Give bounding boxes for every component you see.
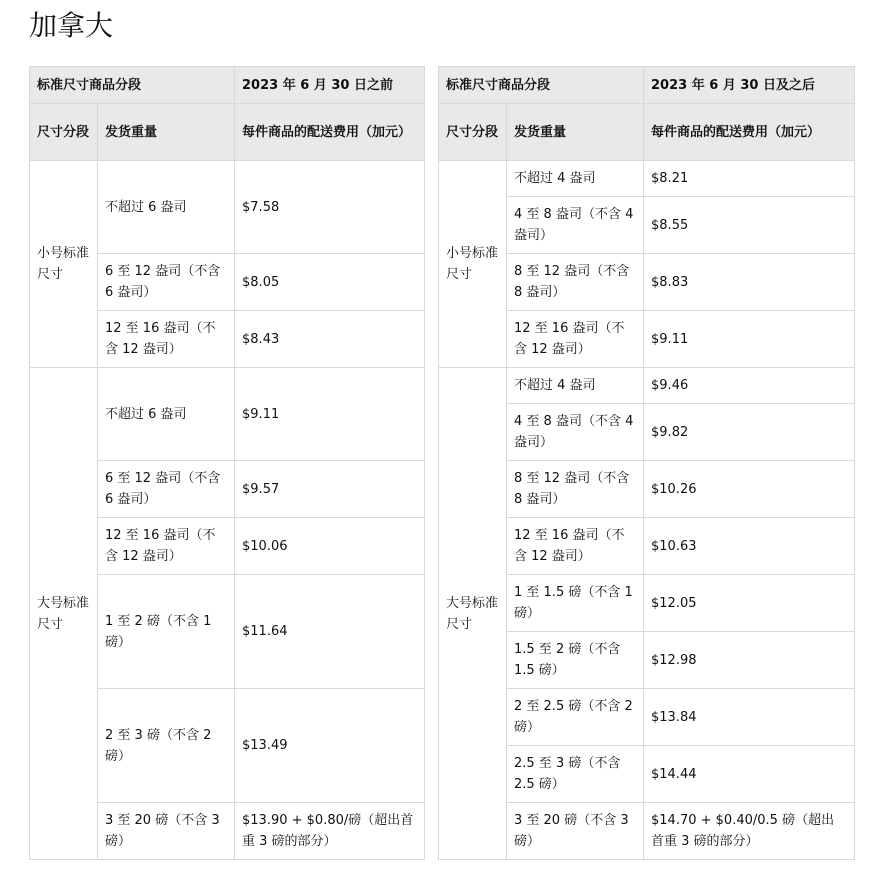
fee-cell: $13.84	[644, 689, 855, 746]
weight-cell: 1 至 2 磅（不含 1 磅）	[98, 575, 235, 689]
fee-cell: $12.05	[644, 575, 855, 632]
fee-cell: $11.64	[235, 575, 425, 689]
fee-cell: $9.57	[235, 461, 425, 518]
weight-cell: 3 至 20 磅（不含 3 磅）	[98, 803, 235, 860]
fee-table-after	[438, 66, 855, 860]
weight-cell: 12 至 16 盎司（不含 12 盎司）	[98, 311, 235, 368]
tier-cell: 小号标准尺寸	[30, 161, 98, 368]
table-row	[30, 161, 425, 254]
table-row	[30, 368, 425, 461]
table-row	[439, 161, 855, 197]
fee-cell: $10.63	[644, 518, 855, 575]
weight-cell: 不超过 6 盎司	[98, 161, 235, 254]
fee-cell: $8.55	[644, 197, 855, 254]
fee-cell: $9.11	[644, 311, 855, 368]
fee-table-before	[29, 66, 425, 860]
fee-cell: $9.11	[235, 368, 425, 461]
fee-cell: $10.06	[235, 518, 425, 575]
fee-cell: $8.05	[235, 254, 425, 311]
weight-cell: 不超过 4 盎司	[507, 161, 644, 197]
fee-cell: $8.43	[235, 311, 425, 368]
weight-cell: 2 至 2.5 磅（不含 2 磅）	[507, 689, 644, 746]
fee-cell: $13.90 + $0.80/磅（超出首重 3 磅的部分）	[235, 803, 425, 860]
weight-cell: 12 至 16 盎司（不含 12 盎司）	[507, 311, 644, 368]
weight-cell: 2.5 至 3 磅（不含 2.5 磅）	[507, 746, 644, 803]
tier-cell: 大号标准尺寸	[439, 368, 507, 860]
weight-cell: 6 至 12 盎司（不含 6 盎司）	[98, 461, 235, 518]
header-period: 2023 年 6 月 30 日及之后	[644, 67, 855, 104]
fee-cell: $7.58	[235, 161, 425, 254]
fee-cell: $14.70 + $0.40/0.5 磅（超出首重 3 磅的部分）	[644, 803, 855, 860]
subheader-fee: 每件商品的配送费用（加元）	[644, 104, 855, 161]
header-segment: 标准尺寸商品分段	[439, 67, 644, 104]
fee-cell: $8.21	[644, 161, 855, 197]
weight-cell: 3 至 20 磅（不含 3 磅）	[507, 803, 644, 860]
weight-cell: 2 至 3 磅（不含 2 磅）	[98, 689, 235, 803]
page-title: 加拿大	[29, 9, 114, 42]
subheader-fee: 每件商品的配送费用（加元）	[235, 104, 425, 161]
weight-cell: 不超过 6 盎司	[98, 368, 235, 461]
weight-cell: 4 至 8 盎司（不含 4 盎司）	[507, 404, 644, 461]
header-period: 2023 年 6 月 30 日之前	[235, 67, 425, 104]
fee-cell: $10.26	[644, 461, 855, 518]
fee-cell: $13.49	[235, 689, 425, 803]
weight-cell: 不超过 4 盎司	[507, 368, 644, 404]
weight-cell: 12 至 16 盎司（不含 12 盎司）	[507, 518, 644, 575]
header-segment: 标准尺寸商品分段	[30, 67, 235, 104]
weight-cell: 8 至 12 盎司（不含 8 盎司）	[507, 254, 644, 311]
weight-cell: 4 至 8 盎司（不含 4 盎司）	[507, 197, 644, 254]
subheader-tier: 尺寸分段	[439, 104, 507, 161]
fee-cell: $9.46	[644, 368, 855, 404]
fee-cell: $12.98	[644, 632, 855, 689]
fee-cell: $9.82	[644, 404, 855, 461]
tier-cell: 大号标准尺寸	[30, 368, 98, 860]
weight-cell: 1 至 1.5 磅（不含 1 磅）	[507, 575, 644, 632]
tier-cell: 小号标准尺寸	[439, 161, 507, 368]
subheader-weight: 发货重量	[98, 104, 235, 161]
subheader-tier: 尺寸分段	[30, 104, 98, 161]
weight-cell: 6 至 12 盎司（不含 6 盎司）	[98, 254, 235, 311]
weight-cell: 12 至 16 盎司（不含 12 盎司）	[98, 518, 235, 575]
fee-cell: $14.44	[644, 746, 855, 803]
fee-cell: $8.83	[644, 254, 855, 311]
table-row	[439, 368, 855, 404]
weight-cell: 8 至 12 盎司（不含 8 盎司）	[507, 461, 644, 518]
subheader-weight: 发货重量	[507, 104, 644, 161]
weight-cell: 1.5 至 2 磅（不含 1.5 磅）	[507, 632, 644, 689]
